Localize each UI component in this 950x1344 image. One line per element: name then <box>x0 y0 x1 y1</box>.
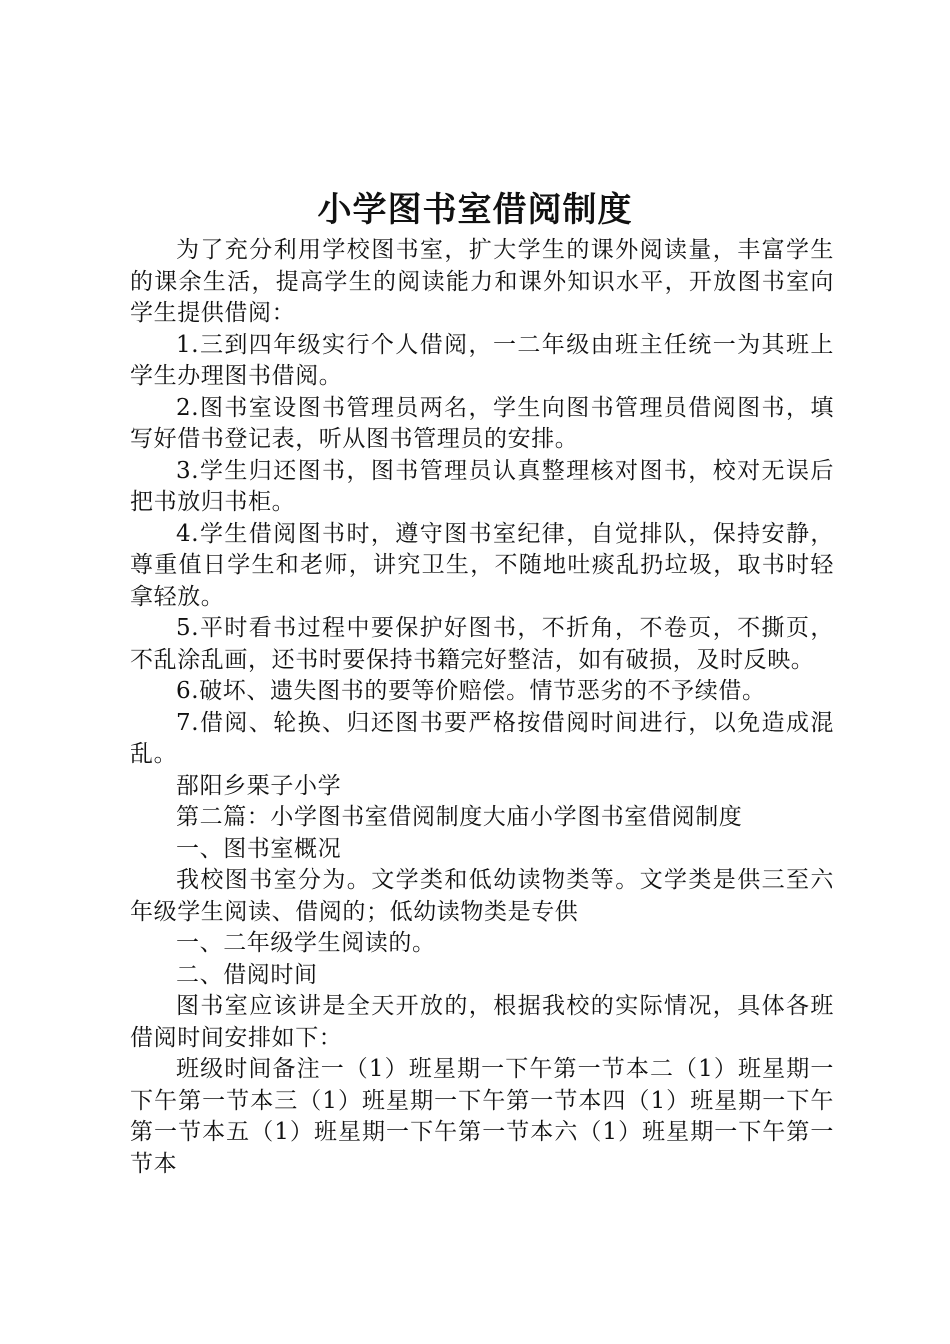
rule-3-paragraph: 3.学生归还图书，图书管理员认真整理核对图书，校对无误后把书放归书柜。 <box>130 457 834 515</box>
rule-6-paragraph: 6.破坏、遗失图书的要等价赔偿。情节恶劣的不予续借。 <box>176 678 766 704</box>
rule-2-paragraph: 2.图书室设图书管理员两名，学生向图书管理员借阅图书，填写好借书登记表，听从图书管理员的安排。 <box>130 394 834 452</box>
part-two-heading: 第二篇：小学图书室借阅制度大庙小学图书室借阅制度 <box>176 804 743 830</box>
section-1-heading: 一、图书室概况 <box>176 835 342 862</box>
section-2-paragraph: 图书室应该讲是全天开放的，根据我校的实际情况，具体各班借阅时间安排如下： <box>130 993 834 1051</box>
section-2-heading: 二、借阅时间 <box>176 961 318 988</box>
section-1-continuation: 一、二年级学生阅读的。 <box>176 930 436 956</box>
rule-7-paragraph: 7.借阅、轮换、归还图书要严格按借阅时间进行，以免造成混乱。 <box>130 709 834 767</box>
rule-1-paragraph: 1.三到四年级实行个人借阅，一二年级由班主任统一为其班上学生办理图书借阅。 <box>130 331 834 389</box>
document-title: 小学图书室借阅制度 <box>317 190 633 230</box>
document-body <box>130 235 834 1180</box>
rule-4-paragraph: 4.学生借阅图书时，遵守图书室纪律，自觉排队，保持安静，尊重值日学生和老师，讲究卫生，不随地吐痰乱扔垃圾，取书时轻拿轻放。 <box>130 520 834 610</box>
rule-5-paragraph: 5.平时看书过程中要保护好图书，不折角，不卷页，不撕页，不乱涂乱画，还书时要保持书籍完好整洁，如有破损，及时反映。 <box>130 615 834 673</box>
schedule-paragraph: 班级时间备注一（1）班星期一下午第一节本二（1）班星期一下午第一节本三（1）班星期一下午第一节本四（1）班星期一下午第一节本五（1）班星期一下午第一节本六（1）班星期一下午第一节本 <box>130 1056 834 1177</box>
school-signature: 郚阳乡栗子小学 <box>176 772 342 799</box>
section-1-paragraph: 我校图书室分为。文学类和低幼读物类等。文学类是供三至六年级学生阅读、借阅的；低幼读物类是专供 <box>130 867 834 925</box>
intro-paragraph: 为了充分利用学校图书室，扩大学生的课外阅读量，丰富学生的课余生活，提高学生的阅读能力和课外知识水平，开放图书室向学生提供借阅： <box>130 237 834 326</box>
